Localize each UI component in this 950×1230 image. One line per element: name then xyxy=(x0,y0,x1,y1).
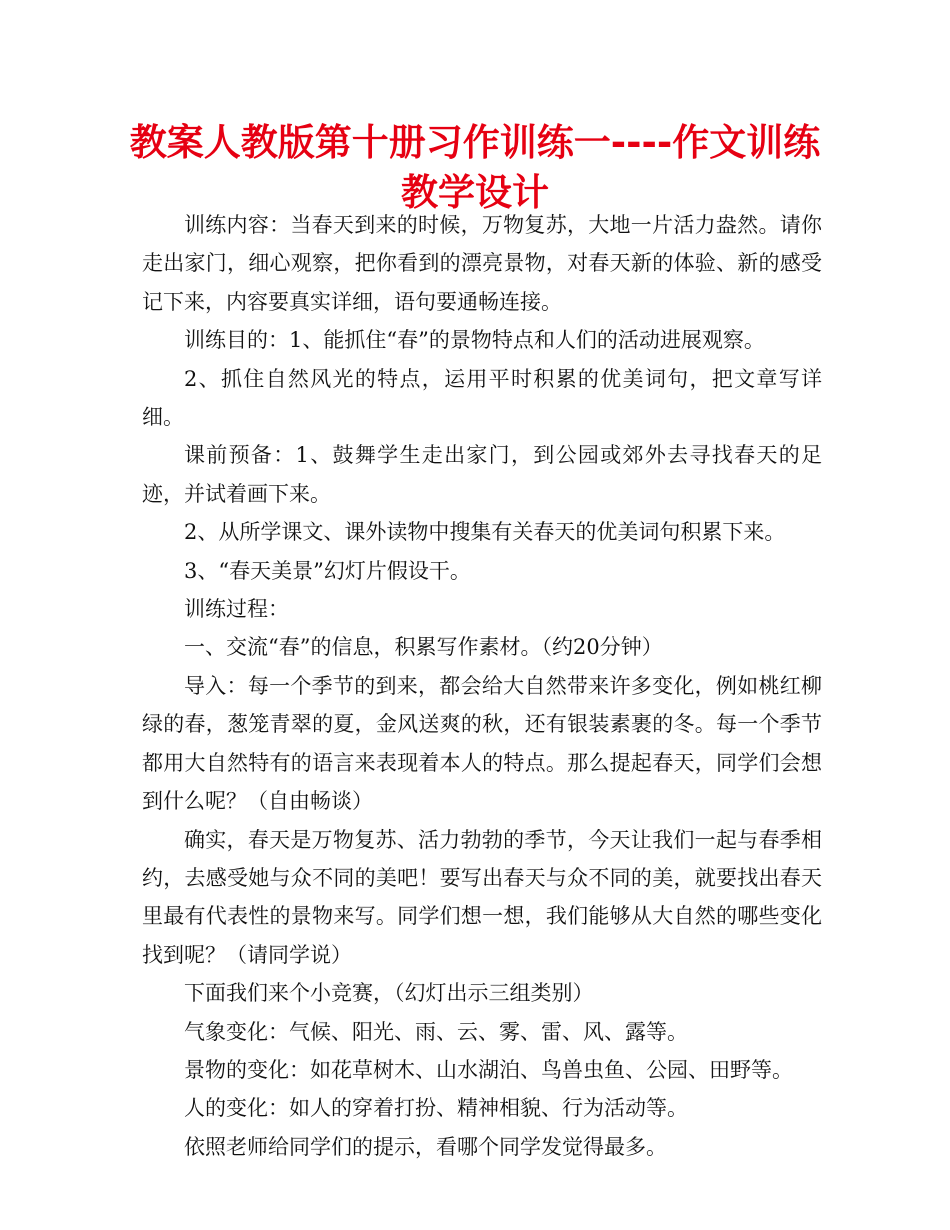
paragraph-spring-discussion: 确实，春天是万物复苏、活力勃勃的季节，今天让我们一起与春季相约，去感受她与众不同的美吧！要写出春天与众不同的美，就要找出春天里最有代表性的景物来写。同学们想一想，我们能够从大自然的哪些变化找到呢？（请同学说） xyxy=(142,827,822,967)
paragraph-training-goal-2: 2、抓住自然风光的特点，运用平时积累的优美词句，把文章写详细。 xyxy=(142,366,822,430)
paragraph-preparation: 课前预备：1、鼓舞学生走出家门，到公园或郊外去寻找春天的足迹，并试着画下来。 xyxy=(142,443,822,506)
document-title: 教案人教版第十册习作训练一----作文训练教学设计 xyxy=(129,121,821,214)
paragraph-instructions: 依照老师给同学们的提示，看哪个同学发觉得最多。 xyxy=(184,1134,667,1159)
paragraph-weather-changes: 气象变化：气候、阳光、雨、云、雾、雷、风、露等。 xyxy=(184,1019,688,1044)
paragraph-process-heading: 训练过程： xyxy=(184,597,289,622)
document-body xyxy=(142,206,822,1166)
paragraph-competition: 下面我们来个小竞赛，（幻灯出示三组类别） xyxy=(184,981,594,1006)
paragraph-preparation-3: 3、“春天美景”幻灯片假设干。 xyxy=(184,558,471,583)
paragraph-people-changes: 人的变化：如人的穿着打扮、精神相貌、行为活动等。 xyxy=(184,1096,688,1121)
paragraph-scenery-changes: 景物的变化：如花草树木、山水湖泊、鸟兽虫鱼、公园、田野等。 xyxy=(184,1057,793,1082)
paragraph-training-content: 训练内容：当春天到来的时候，万物复苏，大地一片活力盎然。请你走出家门，细心观察，把你看到的漂亮景物，对春天新的体验、新的感受记下来，内容要真实详细，语句要通畅连接。 xyxy=(142,213,822,314)
paragraph-step-one: 一、交流“春”的信息，积累写作素材。（约20分钟） xyxy=(184,635,663,660)
paragraph-training-goal: 训练目的：1、能抓住“春”的景物特点和人们的活动进展观察。 xyxy=(184,328,765,353)
paragraph-preparation-2: 2、从所学课文、课外读物中搜集有关春天的优美词句积累下来。 xyxy=(184,520,786,545)
paragraph-introduction: 导入：每一个季节的到来，都会给大自然带来许多变化，例如桃红柳绿的春，葱笼青翠的夏，金风送爽的秋，还有银装素裹的冬。每一个季节都用大自然特有的语言来表现着本人的特点。那么提起春天，同学们会想到什么呢？（自由畅谈） xyxy=(142,673,822,814)
